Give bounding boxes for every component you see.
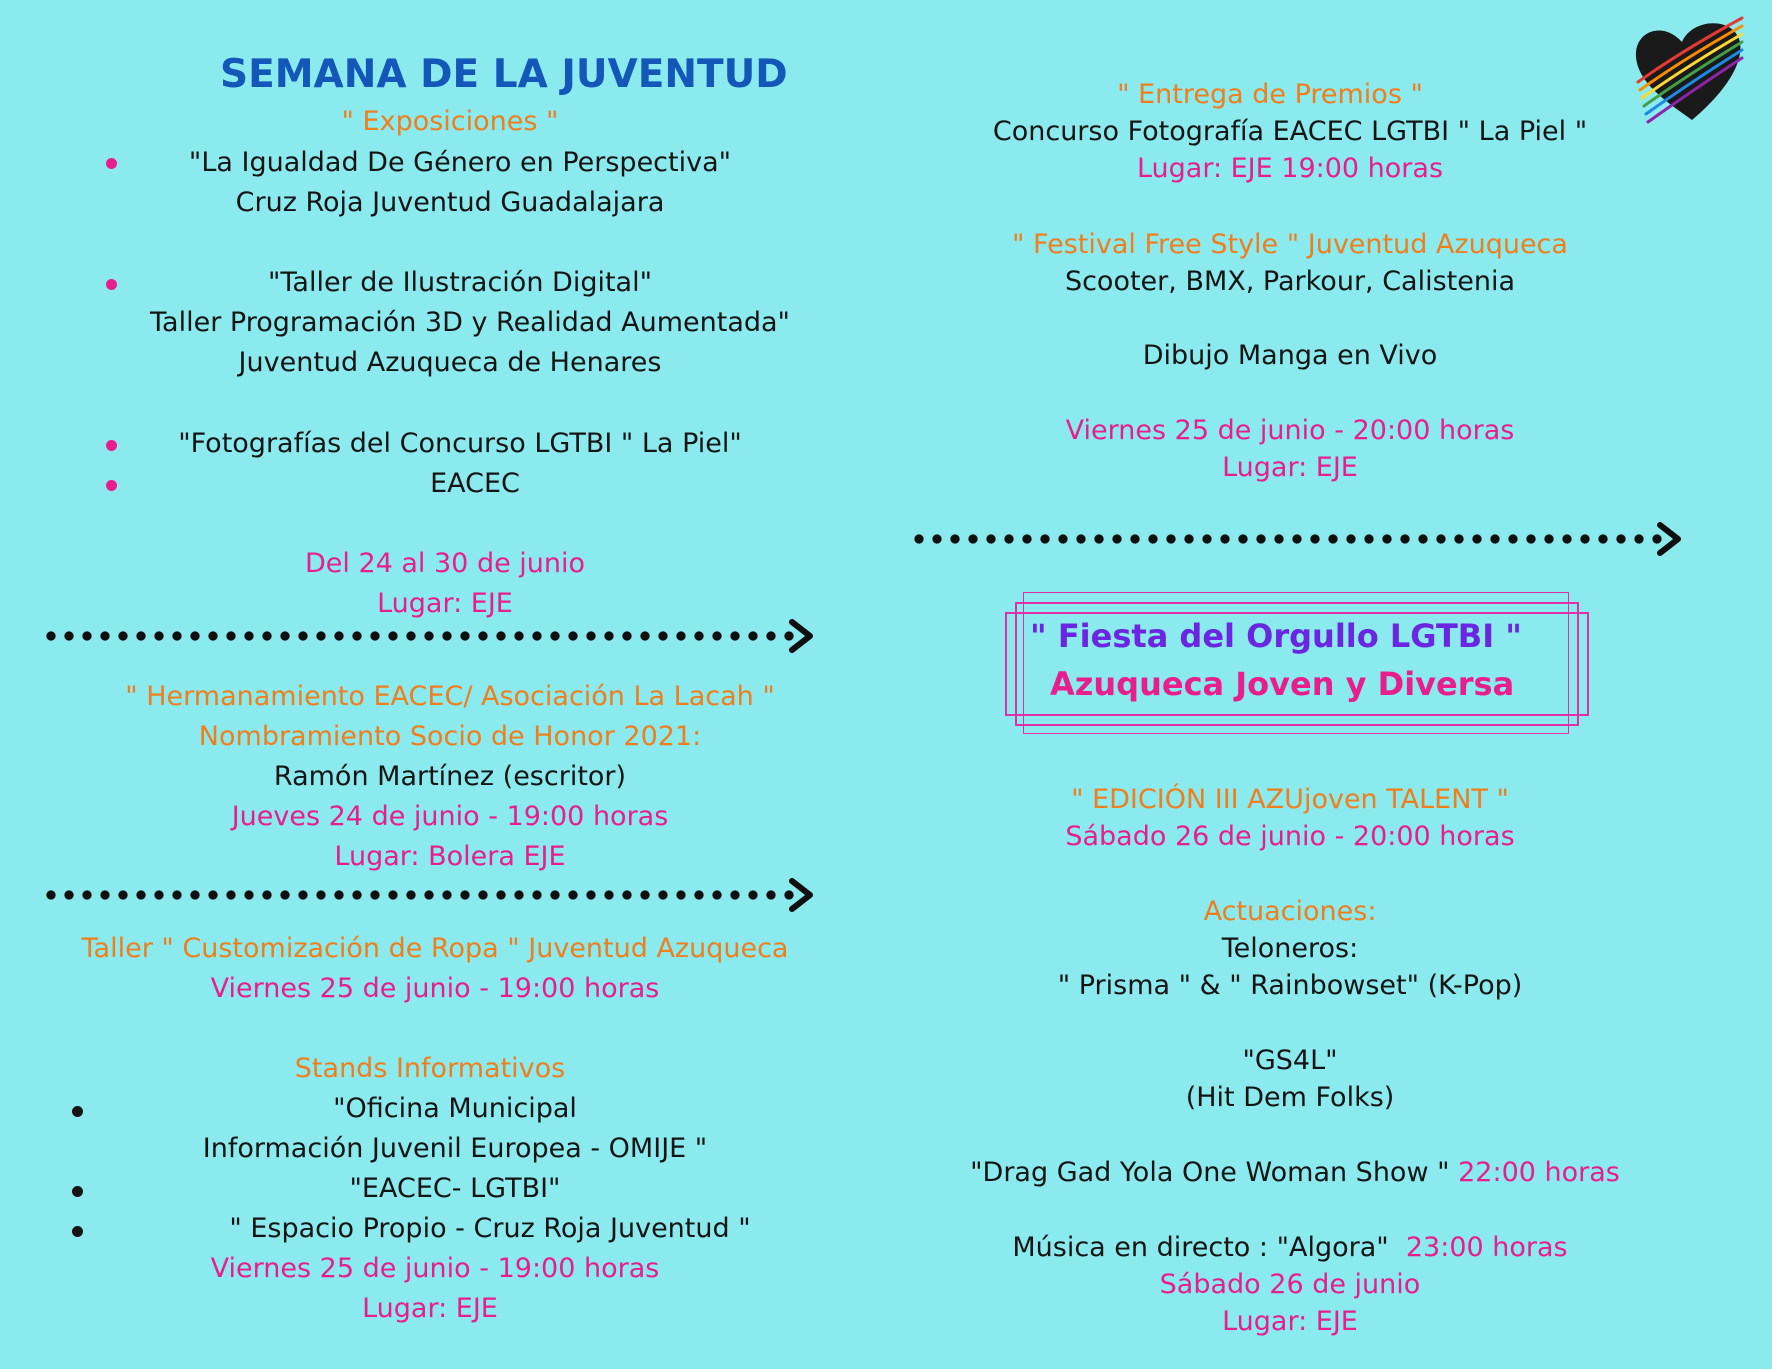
page-title: SEMANA DE LA JUVENTUD [220,52,788,97]
stand-1-line-1: "Oficina Municipal [333,1093,577,1124]
taller-title: Taller " Customización de Ropa " Juventud Azuqueca [81,933,789,964]
festival-date: Viernes 25 de junio - 20:00 horas [1065,415,1515,446]
hermanamiento-date: Jueves 24 de junio - 19:00 horas [231,801,669,832]
manga-label: Dibujo Manga en Vivo [1142,340,1438,371]
premios-heading: " Entrega de Premios " [1117,79,1423,110]
talent-heading: " EDICIÓN III AZUjoven TALENT " [1071,784,1509,815]
expo-2-org: Juventud Azuqueca de Henares [238,347,662,378]
expo-1-org: Cruz Roja Juventud Guadalajara [235,187,665,218]
stand-1-line-2: Información Juvenil Europea - OMIJE " [202,1133,708,1164]
expo-dates: Del 24 al 30 de junio [304,548,586,579]
drag-show-time: 22:00 horas [1458,1157,1620,1188]
bullet-icon [106,440,117,451]
stand-3: " Espacio Propio - Cruz Roja Juventud " [229,1213,751,1244]
arrow-right-icon [1654,521,1684,557]
teloneros-label: Teloneros: [1221,933,1359,964]
bullet-icon [106,158,117,169]
bullet-icon [72,1226,83,1237]
talent-date: Sábado 26 de junio - 20:00 horas [1065,821,1515,852]
taller-date: Viernes 25 de junio - 19:00 horas [210,973,660,1004]
bullet-icon [106,480,117,491]
actuaciones-heading: Actuaciones: [1203,896,1377,927]
hermanamiento-place: Lugar: Bolera EJE [334,841,566,872]
dotted-divider [42,631,798,641]
musica-label: Música en directo : "Algora" [1012,1232,1406,1263]
musica-time: 23:00 horas [1405,1232,1568,1263]
expo-2-sub: Taller Programación 3D y Realidad Aumentada" [150,307,790,338]
bullet-icon [72,1106,83,1117]
hermanamiento-title: " Hermanamiento EACEC/ Asociación La Lacah " [125,681,775,712]
expo-3-org: EACEC [430,468,520,499]
bullet-icon [106,279,117,290]
hitdem-act: (Hit Dem Folks) [1185,1082,1395,1113]
stands-heading: Stands Informativos [294,1053,566,1084]
drag-show [905,1156,1685,1190]
rainbow-heart-icon [1630,12,1750,130]
expo-2-title: "Taller de Ilustración Digital" [267,267,653,298]
drag-show-label: "Drag Gad Yola One Woman Show " [970,1157,1459,1188]
expo-1-title: "La Igualdad De Género en Perspectiva" [188,147,732,178]
premios-place: Lugar: EJE 19:00 horas [1136,153,1444,184]
musica-directo [895,1231,1685,1265]
final-date: Sábado 26 de junio [1159,1269,1421,1300]
festival-description: Scooter, BMX, Parkour, Calistenia [1064,266,1516,297]
hermanamiento-person: Ramón Martínez (escritor) [273,761,627,792]
festival-place: Lugar: EJE [1222,452,1358,483]
fiesta-title: " Fiesta del Orgullo LGTBI " [1030,617,1522,655]
arrow-right-icon [786,877,816,913]
final-place: Lugar: EJE [1222,1306,1358,1337]
fiesta-subtitle: Azuqueca Joven y Diversa [1050,665,1515,703]
expo-3-title: "Fotografías del Concurso LGTBI " La Piel" [178,428,742,459]
exposiciones-heading: " Exposiciones " [341,106,559,137]
arrow-right-icon [786,618,816,654]
dotted-divider [42,890,798,900]
stand-2: "EACEC- LGTBI" [349,1173,561,1204]
hermanamiento-subtitle: Nombramiento Socio de Honor 2021: [198,721,702,752]
gs4l-act: "GS4L" [1242,1045,1338,1076]
dotted-divider [910,534,1666,544]
stands-place: Lugar: EJE [362,1293,498,1324]
stands-date: Viernes 25 de junio - 19:00 horas [210,1253,660,1284]
kpop-act: " Prisma " & " Rainbowset" (K-Pop) [1057,970,1523,1001]
premios-description: Concurso Fotografía EACEC LGTBI " La Piel " [992,116,1588,147]
expo-place: Lugar: EJE [377,588,513,619]
festival-heading: " Festival Free Style " Juventud Azuqueca [1012,229,1568,260]
bullet-icon [72,1186,83,1197]
